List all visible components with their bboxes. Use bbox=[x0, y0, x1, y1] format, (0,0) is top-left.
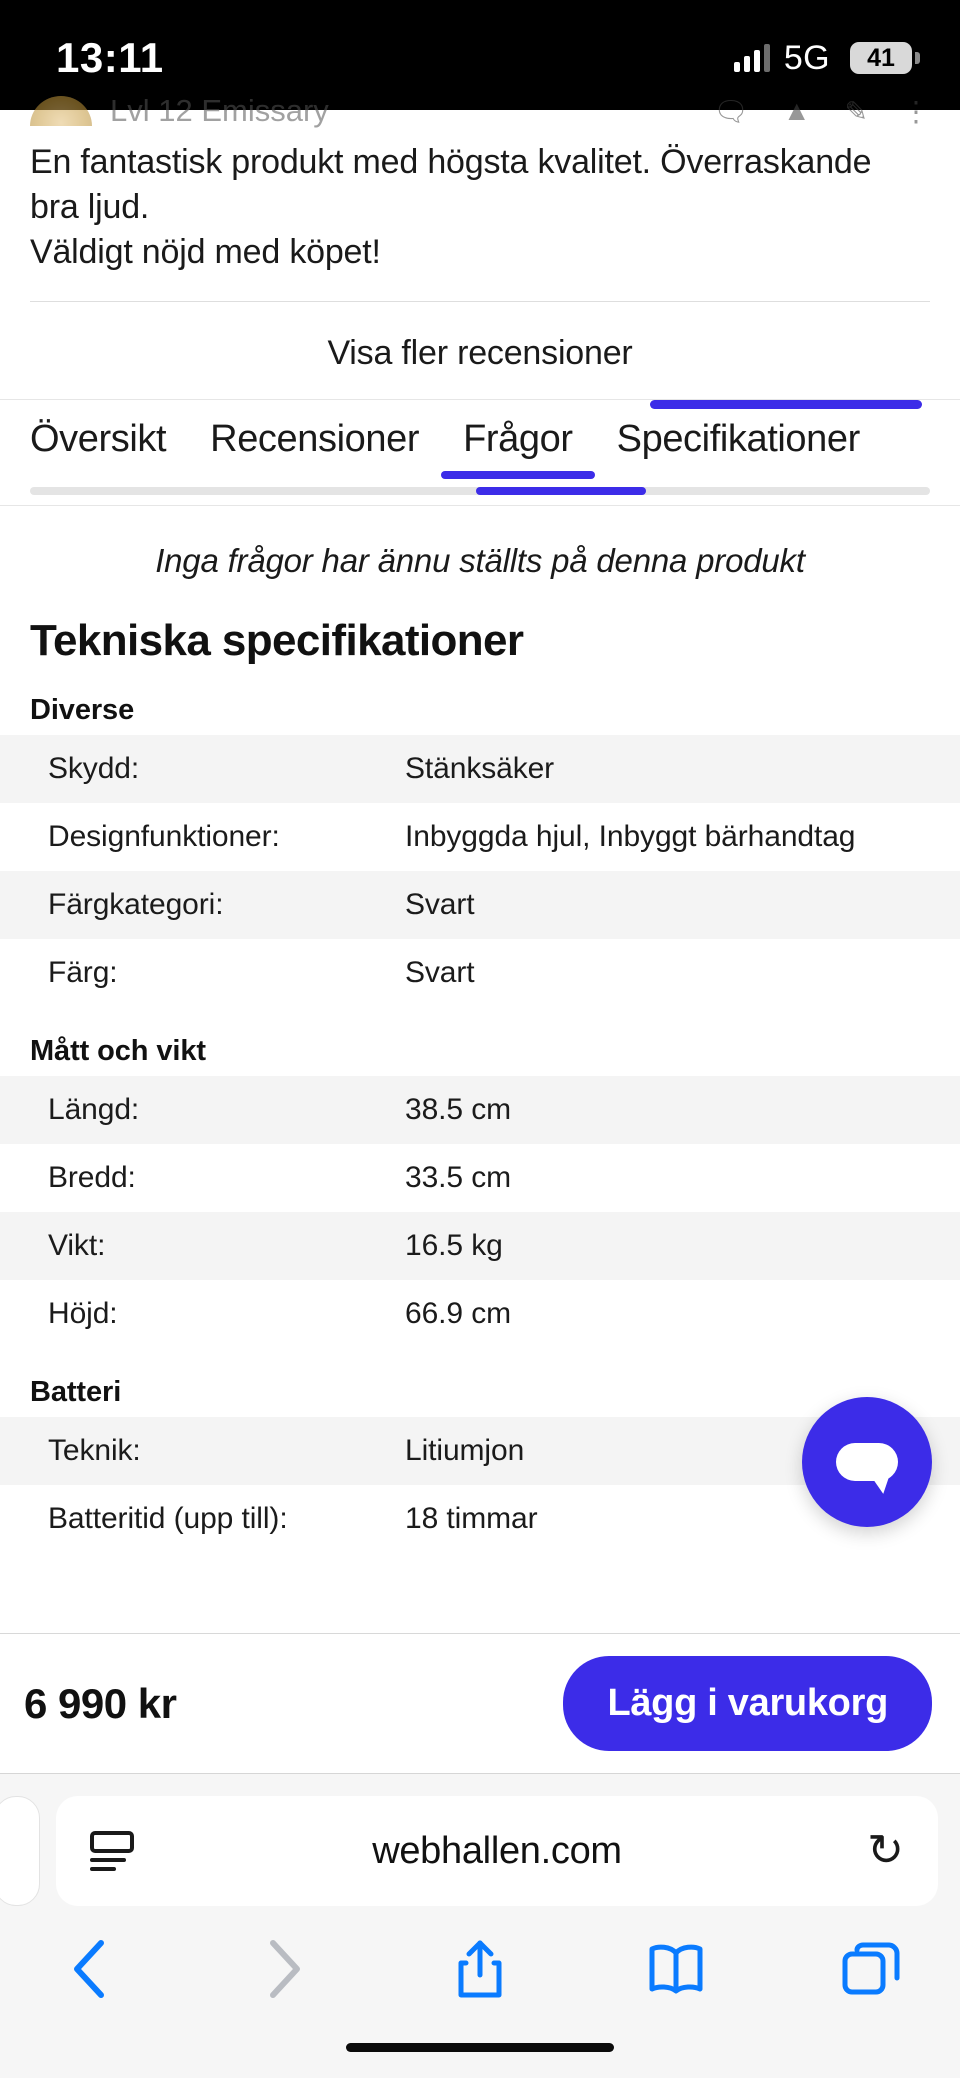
review-author-level: Lvl 12 Emissary bbox=[110, 93, 329, 128]
buy-bar bbox=[0, 1633, 960, 1773]
table-row bbox=[0, 939, 960, 1007]
tab-recensioner[interactable]: Recensioner bbox=[210, 417, 420, 460]
spec-group-title-batteri: Batteri bbox=[30, 1375, 122, 1408]
thumbs-up-icon[interactable]: ▲ bbox=[782, 94, 811, 126]
spec-table-diverse bbox=[0, 735, 960, 1007]
browser-toolbar bbox=[0, 1906, 960, 2016]
table-row bbox=[0, 1280, 960, 1348]
browser-chrome bbox=[0, 1773, 960, 2078]
tab-list[interactable] bbox=[0, 404, 960, 479]
back-icon[interactable] bbox=[54, 1934, 124, 2004]
spec-key: Bredd: bbox=[48, 1160, 136, 1194]
battery-icon bbox=[850, 42, 912, 74]
spec-value: Inbyggda hjul, Inbyggt bärhandtag bbox=[405, 819, 856, 853]
page-settings-icon[interactable] bbox=[90, 1831, 138, 1871]
spec-key: Vikt: bbox=[48, 1228, 106, 1262]
spec-value: 66.9 cm bbox=[405, 1296, 512, 1330]
spec-group-title-matt-och-vikt: Mått och vikt bbox=[30, 1034, 206, 1067]
spec-value: Svart bbox=[405, 955, 475, 989]
spec-key: Längd: bbox=[48, 1092, 140, 1126]
battery-percent-label: 41 bbox=[867, 43, 895, 72]
review-body-line-1: En fantastisk produkt med högsta kvalitet. Överraskande bbox=[30, 143, 872, 181]
previous-tab-edge[interactable] bbox=[0, 1796, 40, 1906]
table-row bbox=[0, 1076, 960, 1144]
tab-scroll-track[interactable] bbox=[30, 487, 930, 495]
tab-bar bbox=[0, 399, 960, 506]
spec-key: Batteritid (upp till): bbox=[48, 1501, 288, 1535]
network-type-label: 5G bbox=[783, 38, 830, 77]
spec-key: Designfunktioner: bbox=[48, 819, 280, 853]
spec-group-title-diverse: Diverse bbox=[30, 693, 135, 726]
table-row bbox=[0, 1212, 960, 1280]
spec-value: 38.5 cm bbox=[405, 1092, 512, 1126]
home-indicator bbox=[0, 2016, 960, 2078]
chat-bubble-icon[interactable] bbox=[802, 1397, 932, 1527]
spec-value: 18 timmar bbox=[405, 1501, 538, 1535]
table-row bbox=[0, 871, 960, 939]
spec-value: Litiumjon bbox=[405, 1433, 525, 1467]
tab-scroll-thumb[interactable] bbox=[476, 487, 646, 495]
status-indicators bbox=[734, 33, 912, 78]
table-row bbox=[0, 735, 960, 803]
page-content bbox=[0, 93, 960, 1633]
reload-icon[interactable]: ↻ bbox=[867, 1826, 904, 1875]
url-text: webhallen.com bbox=[372, 1829, 622, 1872]
spec-key: Färgkategori: bbox=[48, 887, 224, 921]
url-row bbox=[0, 1796, 960, 1906]
spec-value: 33.5 cm bbox=[405, 1160, 512, 1194]
status-time: 13:11 bbox=[56, 34, 164, 81]
product-price: 6 990 kr bbox=[24, 1679, 177, 1727]
page-title: Tekniska specifikationer bbox=[30, 615, 524, 665]
spec-key: Teknik: bbox=[48, 1433, 141, 1467]
spec-value: Stänksäker bbox=[405, 751, 555, 785]
edit-icon[interactable]: ✎ bbox=[844, 95, 868, 127]
address-bar[interactable] bbox=[56, 1796, 938, 1906]
avatar bbox=[30, 96, 92, 126]
review-body bbox=[0, 126, 960, 275]
review-actions[interactable] bbox=[713, 95, 930, 128]
add-to-cart-button[interactable]: Lägg i varukorg bbox=[563, 1656, 932, 1751]
review-body-line-2: bra ljud. bbox=[30, 187, 150, 226]
spec-table-matt-och-vikt bbox=[0, 1076, 960, 1348]
tab-fragor[interactable]: Frågor bbox=[441, 404, 595, 479]
table-row bbox=[0, 803, 960, 871]
spec-value: Svart bbox=[405, 887, 475, 921]
comment-icon[interactable]: 🗨 bbox=[713, 95, 749, 127]
signal-bars-icon bbox=[734, 44, 770, 72]
spec-key: Färg: bbox=[48, 955, 118, 989]
tabs-icon[interactable] bbox=[836, 1934, 906, 2004]
bookmarks-icon[interactable] bbox=[641, 1934, 711, 2004]
tab-specifikationer[interactable]: Specifikationer bbox=[616, 417, 860, 460]
forward-icon bbox=[250, 1934, 320, 2004]
questions-empty-text: Inga frågor har ännu ställts på denna produkt bbox=[155, 541, 805, 579]
tab-oversikt[interactable]: Översikt bbox=[30, 417, 167, 460]
show-more-reviews-link[interactable]: Visa fler recensioner bbox=[327, 333, 633, 372]
chat-bubble-shape bbox=[836, 1443, 898, 1481]
spec-value: 16.5 kg bbox=[405, 1228, 503, 1262]
review-body-line-3: Väldigt nöjd med köpet! bbox=[30, 232, 381, 271]
review-author-row bbox=[0, 93, 960, 128]
table-row bbox=[0, 1144, 960, 1212]
more-icon[interactable]: ⋮ bbox=[902, 95, 930, 127]
spec-key: Höjd: bbox=[48, 1296, 118, 1330]
share-icon[interactable] bbox=[445, 1934, 515, 2004]
spec-key: Skydd: bbox=[48, 751, 140, 785]
